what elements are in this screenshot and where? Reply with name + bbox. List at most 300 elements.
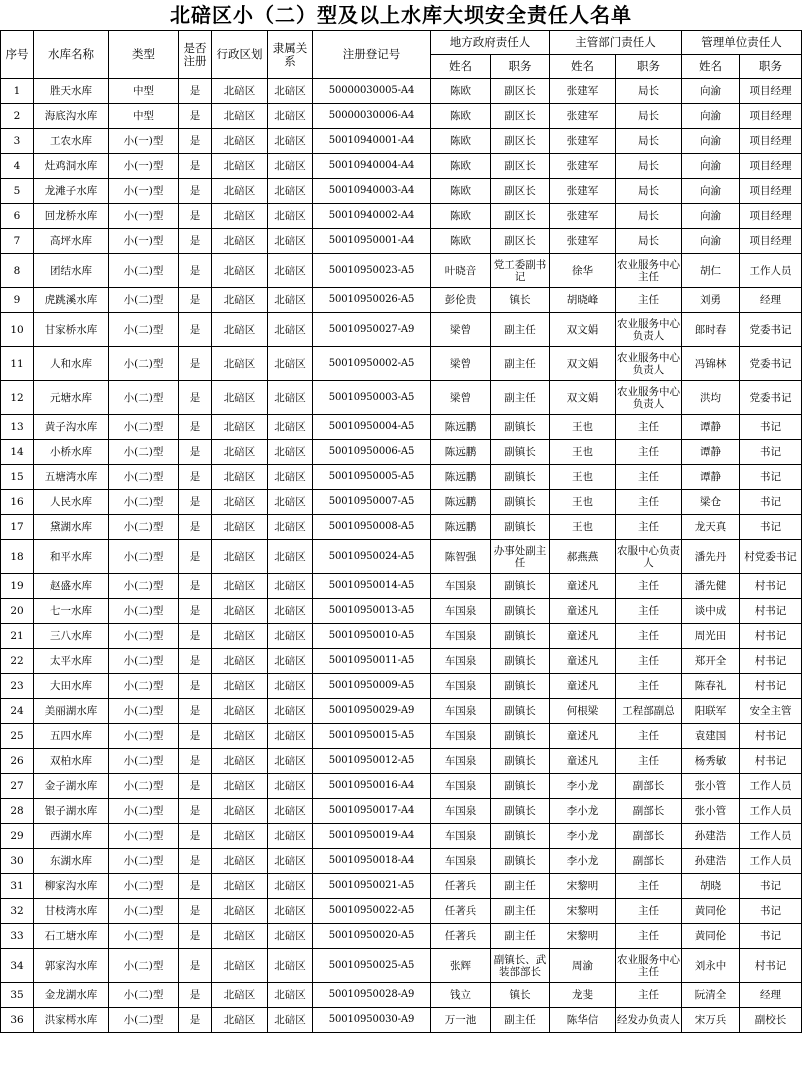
cell-district: 北碚区: [212, 381, 268, 415]
cell-district: 北碚区: [212, 540, 268, 574]
cell-gov-name: 陈欧: [431, 154, 491, 179]
cell-district: 北碚区: [212, 347, 268, 381]
cell-dept-name: 张建军: [550, 204, 616, 229]
cell-mgmt-name: 阮清全: [682, 983, 740, 1008]
cell-mgmt-name: 黄同伦: [682, 899, 740, 924]
cell-district: 北碚区: [212, 465, 268, 490]
cell-reservoir-name: 人民水库: [34, 490, 109, 515]
cell-type: 小(二)型: [109, 574, 179, 599]
cell-reservoir-name: 回龙桥水库: [34, 204, 109, 229]
cell-district: 北碚区: [212, 649, 268, 674]
cell-mgmt-title: 村书记: [740, 574, 802, 599]
table-row: [1, 490, 802, 515]
cell-dept-name: 王也: [550, 515, 616, 540]
cell-reservoir-name: 三八水库: [34, 624, 109, 649]
cell-affiliation: 北碚区: [268, 347, 313, 381]
cell-dept-title: 经发办负责人: [616, 1008, 682, 1033]
table-row: [1, 229, 802, 254]
cell-mgmt-name: 谈中成: [682, 599, 740, 624]
cell-affiliation: 北碚区: [268, 465, 313, 490]
cell-dept-title: 副部长: [616, 774, 682, 799]
cell-district: 北碚区: [212, 204, 268, 229]
cell-reg-no: 50010950029-A9: [313, 699, 431, 724]
cell-dept-title: 主任: [616, 724, 682, 749]
cell-reg-no: 50010940002-A4: [313, 204, 431, 229]
cell-gov-name: 车国泉: [431, 649, 491, 674]
table-row: [1, 774, 802, 799]
cell-district: 北碚区: [212, 924, 268, 949]
cell-gov-name: 任著兵: [431, 899, 491, 924]
cell-gov-name: 钱立: [431, 983, 491, 1008]
cell-reservoir-name: 元塘水库: [34, 381, 109, 415]
cell-mgmt-name: 潘先健: [682, 574, 740, 599]
cell-reg-no: 50010950013-A5: [313, 599, 431, 624]
cell-dept-name: 张建军: [550, 79, 616, 104]
cell-seq: 5: [1, 179, 34, 204]
cell-gov-title: 副区长: [491, 104, 550, 129]
cell-dept-name: 王也: [550, 440, 616, 465]
cell-dept-name: 何根梁: [550, 699, 616, 724]
table-row: [1, 924, 802, 949]
cell-mgmt-name: 黄同伦: [682, 924, 740, 949]
header-registered: 是否注册: [179, 31, 212, 79]
cell-type: 小(二)型: [109, 674, 179, 699]
cell-dept-name: 张建军: [550, 179, 616, 204]
cell-reservoir-name: 东湖水库: [34, 849, 109, 874]
cell-dept-name: 李小龙: [550, 774, 616, 799]
cell-gov-name: 车国泉: [431, 699, 491, 724]
cell-affiliation: 北碚区: [268, 724, 313, 749]
cell-gov-name: 陈远鹏: [431, 415, 491, 440]
cell-gov-title: 副镇长: [491, 674, 550, 699]
cell-type: 小(二)型: [109, 899, 179, 924]
cell-dept-title: 局长: [616, 229, 682, 254]
cell-registered: 是: [179, 313, 212, 347]
cell-gov-name: 梁曾: [431, 347, 491, 381]
cell-affiliation: 北碚区: [268, 799, 313, 824]
cell-reg-no: 50010950021-A5: [313, 874, 431, 899]
cell-reservoir-name: 金子湖水库: [34, 774, 109, 799]
cell-seq: 26: [1, 749, 34, 774]
cell-seq: 20: [1, 599, 34, 624]
cell-dept-title: 局长: [616, 79, 682, 104]
cell-reservoir-name: 五塘湾水库: [34, 465, 109, 490]
cell-reg-no: 50010950008-A5: [313, 515, 431, 540]
cell-seq: 24: [1, 699, 34, 724]
cell-dept-title: 局长: [616, 179, 682, 204]
cell-reservoir-name: 赵盛水库: [34, 574, 109, 599]
cell-dept-name: 龙斐: [550, 983, 616, 1008]
cell-dept-title: 副部长: [616, 824, 682, 849]
cell-reg-no: 50010950005-A5: [313, 465, 431, 490]
table-body: [1, 79, 802, 1033]
cell-mgmt-name: 郎时春: [682, 313, 740, 347]
cell-dept-title: 农业服务中心主任: [616, 949, 682, 983]
cell-registered: 是: [179, 874, 212, 899]
cell-registered: 是: [179, 599, 212, 624]
cell-seq: 23: [1, 674, 34, 699]
cell-registered: 是: [179, 254, 212, 288]
cell-district: 北碚区: [212, 440, 268, 465]
cell-affiliation: 北碚区: [268, 179, 313, 204]
header-mgmt-title: 职务: [740, 55, 802, 79]
cell-registered: 是: [179, 699, 212, 724]
cell-mgmt-name: 陈春礼: [682, 674, 740, 699]
cell-gov-title: 副镇长: [491, 724, 550, 749]
cell-gov-title: 副镇长: [491, 599, 550, 624]
cell-gov-title: 副镇长: [491, 849, 550, 874]
cell-reg-no: 50010950015-A5: [313, 724, 431, 749]
table-row: [1, 440, 802, 465]
cell-gov-name: 万一池: [431, 1008, 491, 1033]
table-row: [1, 79, 802, 104]
cell-gov-name: 陈欧: [431, 179, 491, 204]
table-row: [1, 624, 802, 649]
cell-mgmt-title: 工作人员: [740, 849, 802, 874]
cell-district: 北碚区: [212, 874, 268, 899]
cell-reservoir-name: 人和水库: [34, 347, 109, 381]
cell-reg-no: 50010950030-A9: [313, 1008, 431, 1033]
cell-gov-title: 副主任: [491, 874, 550, 899]
cell-dept-name: 童述凡: [550, 574, 616, 599]
cell-registered: 是: [179, 724, 212, 749]
cell-gov-name: 任著兵: [431, 924, 491, 949]
table-row: [1, 1008, 802, 1033]
cell-mgmt-title: 经理: [740, 983, 802, 1008]
cell-district: 北碚区: [212, 749, 268, 774]
cell-dept-name: 李小龙: [550, 849, 616, 874]
cell-reservoir-name: 银子湖水库: [34, 799, 109, 824]
cell-mgmt-title: 村书记: [740, 599, 802, 624]
cell-gov-name: 车国泉: [431, 624, 491, 649]
header-mgmt-group: 管理单位责任人: [682, 31, 802, 55]
cell-gov-name: 陈欧: [431, 204, 491, 229]
cell-dept-title: 工程部副总: [616, 699, 682, 724]
cell-affiliation: 北碚区: [268, 699, 313, 724]
cell-dept-name: 宋黎明: [550, 874, 616, 899]
table-row: [1, 381, 802, 415]
cell-reg-no: 50010950024-A5: [313, 540, 431, 574]
cell-dept-name: 郝燕燕: [550, 540, 616, 574]
cell-type: 小(二)型: [109, 924, 179, 949]
cell-dept-title: 农服中心负责人: [616, 540, 682, 574]
cell-type: 小(二)型: [109, 540, 179, 574]
cell-mgmt-name: 冯锦林: [682, 347, 740, 381]
cell-mgmt-title: 安全主管: [740, 699, 802, 724]
cell-seq: 14: [1, 440, 34, 465]
cell-dept-name: 周渝: [550, 949, 616, 983]
cell-registered: 是: [179, 179, 212, 204]
cell-affiliation: 北碚区: [268, 574, 313, 599]
cell-dept-name: 童述凡: [550, 599, 616, 624]
cell-dept-name: 张建军: [550, 154, 616, 179]
cell-registered: 是: [179, 774, 212, 799]
cell-reg-no: 50010950025-A5: [313, 949, 431, 983]
header-gov-name: 姓名: [431, 55, 491, 79]
cell-reservoir-name: 石工塘水库: [34, 924, 109, 949]
cell-district: 北碚区: [212, 490, 268, 515]
cell-reg-no: 50010950022-A5: [313, 899, 431, 924]
cell-affiliation: 北碚区: [268, 874, 313, 899]
cell-registered: 是: [179, 104, 212, 129]
cell-gov-name: 车国泉: [431, 599, 491, 624]
cell-reservoir-name: 柳家沟水库: [34, 874, 109, 899]
cell-district: 北碚区: [212, 1008, 268, 1033]
cell-dept-name: 王也: [550, 465, 616, 490]
cell-mgmt-title: 村书记: [740, 674, 802, 699]
table-row: [1, 824, 802, 849]
cell-registered: 是: [179, 574, 212, 599]
cell-affiliation: 北碚区: [268, 624, 313, 649]
cell-registered: 是: [179, 347, 212, 381]
cell-gov-title: 副区长: [491, 204, 550, 229]
cell-affiliation: 北碚区: [268, 515, 313, 540]
cell-gov-name: 车国泉: [431, 749, 491, 774]
cell-seq: 17: [1, 515, 34, 540]
cell-gov-title: 副区长: [491, 154, 550, 179]
table-row: [1, 699, 802, 724]
cell-dept-title: 主任: [616, 674, 682, 699]
cell-registered: 是: [179, 79, 212, 104]
table-row: [1, 949, 802, 983]
cell-dept-title: 农业服务中心负责人: [616, 313, 682, 347]
cell-seq: 12: [1, 381, 34, 415]
cell-mgmt-name: 梁仓: [682, 490, 740, 515]
cell-reservoir-name: 黄子沟水库: [34, 415, 109, 440]
header-mgmt-name: 姓名: [682, 55, 740, 79]
page-title: 北碚区小（二）型及以上水库大坝安全责任人名单: [170, 3, 632, 27]
cell-seq: 3: [1, 129, 34, 154]
header-gov-title: 职务: [491, 55, 550, 79]
cell-dept-name: 双文娟: [550, 347, 616, 381]
cell-type: 小(二)型: [109, 288, 179, 313]
cell-reg-no: 50010950018-A4: [313, 849, 431, 874]
cell-registered: 是: [179, 381, 212, 415]
cell-mgmt-name: 宋万兵: [682, 1008, 740, 1033]
cell-type: 小(二)型: [109, 774, 179, 799]
cell-dept-title: 主任: [616, 599, 682, 624]
cell-registered: 是: [179, 540, 212, 574]
header-gov-group: 地方政府责任人: [431, 31, 550, 55]
cell-affiliation: 北碚区: [268, 204, 313, 229]
cell-reg-no: 50010940004-A4: [313, 154, 431, 179]
cell-reservoir-name: 海底沟水库: [34, 104, 109, 129]
header-dept-name: 姓名: [550, 55, 616, 79]
cell-affiliation: 北碚区: [268, 104, 313, 129]
cell-affiliation: 北碚区: [268, 440, 313, 465]
cell-district: 北碚区: [212, 824, 268, 849]
table-row: [1, 313, 802, 347]
cell-dept-name: 童述凡: [550, 749, 616, 774]
cell-affiliation: 北碚区: [268, 229, 313, 254]
cell-seq: 16: [1, 490, 34, 515]
cell-type: 小(二)型: [109, 799, 179, 824]
cell-dept-title: 主任: [616, 515, 682, 540]
header-type: 类型: [109, 31, 179, 79]
cell-seq: 25: [1, 724, 34, 749]
cell-type: 小(二)型: [109, 515, 179, 540]
cell-gov-title: 副镇长: [491, 415, 550, 440]
cell-type: 小(二)型: [109, 699, 179, 724]
cell-seq: 32: [1, 899, 34, 924]
cell-type: 小(二)型: [109, 949, 179, 983]
cell-dept-title: 主任: [616, 465, 682, 490]
cell-registered: 是: [179, 1008, 212, 1033]
cell-type: 小(二)型: [109, 624, 179, 649]
cell-affiliation: 北碚区: [268, 540, 313, 574]
cell-mgmt-name: 张小管: [682, 774, 740, 799]
cell-mgmt-name: 胡晓: [682, 874, 740, 899]
cell-district: 北碚区: [212, 79, 268, 104]
cell-reg-no: 50010940001-A4: [313, 129, 431, 154]
cell-affiliation: 北碚区: [268, 1008, 313, 1033]
cell-reservoir-name: 郭家沟水库: [34, 949, 109, 983]
cell-district: 北碚区: [212, 949, 268, 983]
table-row: [1, 674, 802, 699]
cell-seq: 7: [1, 229, 34, 254]
cell-mgmt-title: 书记: [740, 415, 802, 440]
cell-reservoir-name: 胜天水库: [34, 79, 109, 104]
cell-registered: 是: [179, 154, 212, 179]
cell-affiliation: 北碚区: [268, 924, 313, 949]
cell-reservoir-name: 美丽湖水库: [34, 699, 109, 724]
cell-dept-name: 张建军: [550, 129, 616, 154]
cell-gov-title: 副区长: [491, 79, 550, 104]
cell-seq: 10: [1, 313, 34, 347]
cell-mgmt-name: 孙建浩: [682, 849, 740, 874]
cell-gov-title: 副区长: [491, 179, 550, 204]
cell-seq: 4: [1, 154, 34, 179]
cell-type: 小(二)型: [109, 824, 179, 849]
cell-mgmt-name: 向渝: [682, 104, 740, 129]
cell-district: 北碚区: [212, 229, 268, 254]
cell-registered: 是: [179, 983, 212, 1008]
cell-gov-title: 副镇长、武装部部长: [491, 949, 550, 983]
cell-seq: 1: [1, 79, 34, 104]
cell-dept-title: 局长: [616, 154, 682, 179]
table-row: [1, 515, 802, 540]
cell-type: 小(二)型: [109, 1008, 179, 1033]
cell-seq: 22: [1, 649, 34, 674]
cell-mgmt-title: 经理: [740, 288, 802, 313]
table-row: [1, 540, 802, 574]
cell-registered: 是: [179, 515, 212, 540]
cell-mgmt-name: 潘先丹: [682, 540, 740, 574]
cell-dept-title: 农业服务中心主任: [616, 254, 682, 288]
table-row: [1, 415, 802, 440]
cell-mgmt-title: 村书记: [740, 724, 802, 749]
cell-mgmt-title: 书记: [740, 490, 802, 515]
cell-type: 小(一)型: [109, 129, 179, 154]
cell-gov-title: 副镇长: [491, 774, 550, 799]
table-row: [1, 465, 802, 490]
cell-reservoir-name: 七一水库: [34, 599, 109, 624]
cell-dept-name: 童述凡: [550, 649, 616, 674]
cell-gov-title: 副区长: [491, 129, 550, 154]
cell-dept-title: 主任: [616, 288, 682, 313]
cell-registered: 是: [179, 649, 212, 674]
cell-dept-name: 童述凡: [550, 724, 616, 749]
cell-dept-title: 主任: [616, 415, 682, 440]
cell-type: 小(二)型: [109, 381, 179, 415]
cell-district: 北碚区: [212, 515, 268, 540]
cell-reservoir-name: 大田水库: [34, 674, 109, 699]
cell-district: 北碚区: [212, 774, 268, 799]
cell-seq: 21: [1, 624, 34, 649]
cell-registered: 是: [179, 465, 212, 490]
cell-reservoir-name: 金龙湖水库: [34, 983, 109, 1008]
cell-mgmt-title: 项目经理: [740, 129, 802, 154]
cell-gov-title: 副镇长: [491, 465, 550, 490]
cell-registered: 是: [179, 824, 212, 849]
cell-reg-no: 50010950009-A5: [313, 674, 431, 699]
cell-type: 小(一)型: [109, 179, 179, 204]
cell-seq: 6: [1, 204, 34, 229]
cell-reservoir-name: 工农水库: [34, 129, 109, 154]
cell-dept-name: 宋黎明: [550, 924, 616, 949]
cell-affiliation: 北碚区: [268, 254, 313, 288]
cell-reg-no: 50010950012-A5: [313, 749, 431, 774]
cell-dept-name: 徐华: [550, 254, 616, 288]
cell-dept-title: 局长: [616, 129, 682, 154]
cell-dept-title: 副部长: [616, 799, 682, 824]
cell-type: 小(二)型: [109, 490, 179, 515]
cell-gov-name: 梁曾: [431, 313, 491, 347]
cell-dept-name: 双文娟: [550, 313, 616, 347]
cell-mgmt-name: 郑开全: [682, 649, 740, 674]
cell-reg-no: 50010950002-A5: [313, 347, 431, 381]
cell-dept-name: 童述凡: [550, 674, 616, 699]
cell-district: 北碚区: [212, 899, 268, 924]
cell-registered: 是: [179, 749, 212, 774]
cell-district: 北碚区: [212, 624, 268, 649]
cell-dept-title: 主任: [616, 574, 682, 599]
cell-reservoir-name: 太平水库: [34, 649, 109, 674]
cell-reservoir-name: 灶鸡洞水库: [34, 154, 109, 179]
cell-mgmt-title: 村书记: [740, 649, 802, 674]
cell-type: 小(二)型: [109, 347, 179, 381]
cell-dept-name: 张建军: [550, 104, 616, 129]
cell-gov-name: 陈欧: [431, 129, 491, 154]
cell-reservoir-name: 高坪水库: [34, 229, 109, 254]
cell-gov-title: 副区长: [491, 229, 550, 254]
header-affiliation: 隶属关系: [268, 31, 313, 79]
cell-dept-name: 张建军: [550, 229, 616, 254]
cell-reg-no: 50010950028-A9: [313, 983, 431, 1008]
cell-type: 小(二)型: [109, 254, 179, 288]
header-reservoir-name: 水库名称: [34, 31, 109, 79]
table-row: [1, 574, 802, 599]
cell-gov-name: 陈智强: [431, 540, 491, 574]
cell-reservoir-name: 甘家桥水库: [34, 313, 109, 347]
cell-mgmt-name: 向渝: [682, 204, 740, 229]
table-row: [1, 104, 802, 129]
cell-mgmt-name: 杨秀敏: [682, 749, 740, 774]
cell-mgmt-name: 袁建国: [682, 724, 740, 749]
cell-affiliation: 北碚区: [268, 599, 313, 624]
cell-mgmt-name: 阳联军: [682, 699, 740, 724]
cell-affiliation: 北碚区: [268, 288, 313, 313]
table-row: [1, 288, 802, 313]
cell-dept-title: 局长: [616, 104, 682, 129]
cell-gov-name: 张辉: [431, 949, 491, 983]
cell-district: 北碚区: [212, 574, 268, 599]
cell-district: 北碚区: [212, 313, 268, 347]
cell-seq: 11: [1, 347, 34, 381]
cell-type: 小(一)型: [109, 204, 179, 229]
table-row: [1, 849, 802, 874]
cell-dept-title: 副部长: [616, 849, 682, 874]
